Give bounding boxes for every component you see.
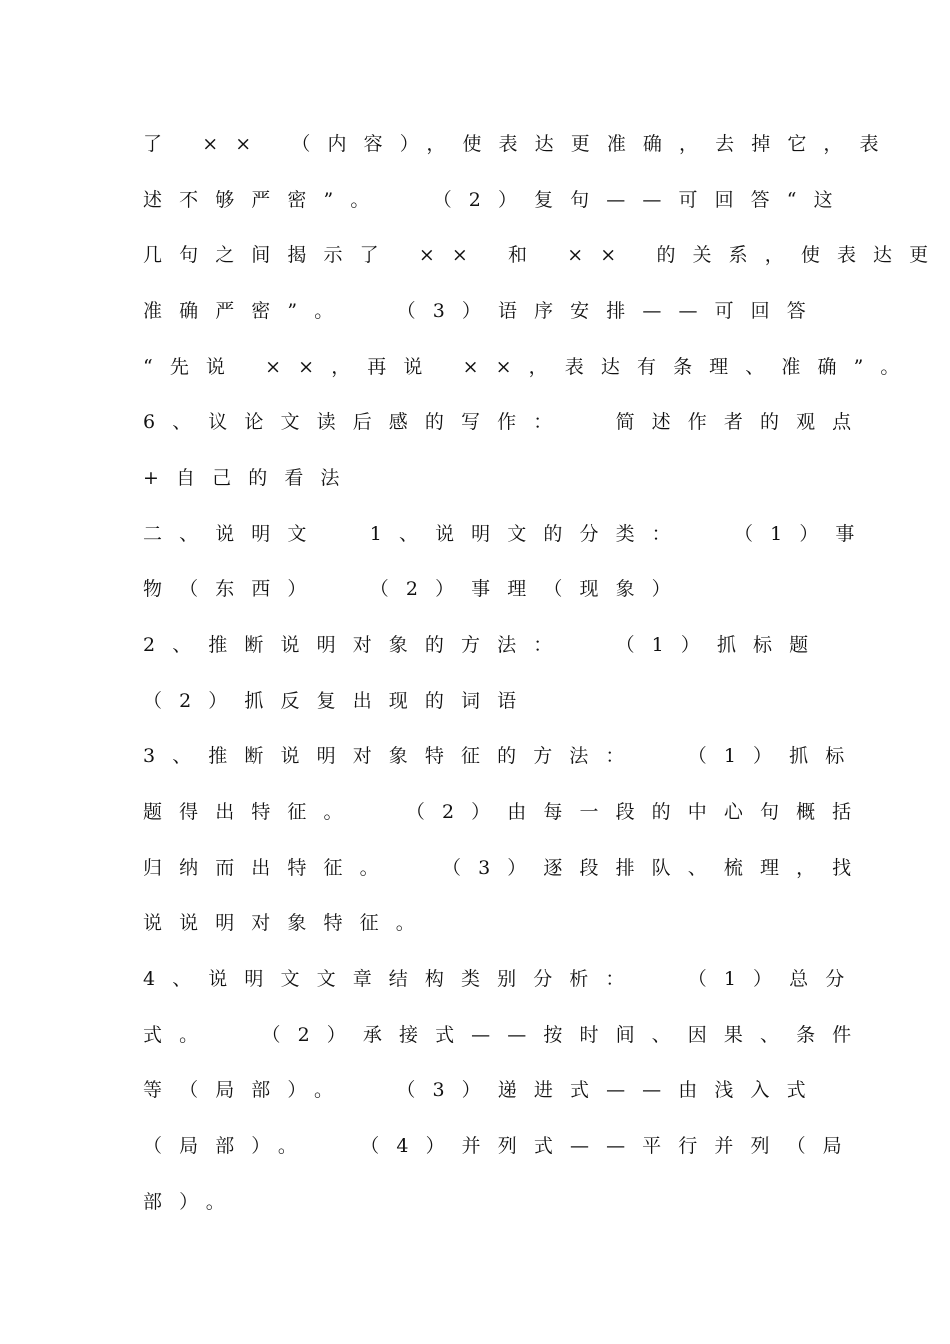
text-line-17: 式。 （2）承接式——按时间、因果、条件 bbox=[143, 1024, 869, 1046]
text-line-4: 准确严密”。 （3）语序安排——可回答 bbox=[143, 300, 823, 322]
text-line-7: +自己的看法 bbox=[143, 467, 357, 489]
text-line-6: 6、议论文读后感的写作： 简述作者的观点 bbox=[143, 411, 869, 433]
text-line-2: 述不够严密”。 （2）复句——可回答“这 bbox=[143, 189, 850, 211]
text-line-3: 几句之间揭示了 ×× 和 ×× 的关系，使表达更 bbox=[143, 244, 946, 266]
text-line-8: 二、说明文 1、说明文的分类： （1）事 bbox=[143, 523, 872, 545]
text-line-10: 2、推断说明对象的方法： （1）抓标题 bbox=[143, 634, 826, 656]
text-line-19: （局部）。 （4）并列式——平行并列（局 bbox=[143, 1135, 859, 1157]
text-line-16: 4、说明文文章结构类别分析： （1）总分 bbox=[143, 968, 862, 990]
text-line-1: 了 ×× （内容），使表达更准确，去掉它，表 bbox=[143, 133, 896, 155]
text-line-5: “先说 ××，再说 ××，表达有条理、准确”。 bbox=[143, 356, 917, 378]
text-line-15: 说说明对象特征。 bbox=[143, 912, 432, 934]
text-line-12: 3、推断说明对象特征的方法： （1）抓标 bbox=[143, 745, 862, 767]
text-line-13: 题得出特征。 （2）由每一段的中心句概括 bbox=[143, 801, 869, 823]
text-line-20: 部）。 bbox=[143, 1191, 242, 1213]
text-line-11: （2）抓反复出现的词语 bbox=[143, 690, 534, 712]
text-line-14: 归纳而出特征。 （3）逐段排队、梳理，找 bbox=[143, 857, 869, 879]
text-line-18: 等（局部）。 （3）递进式——由浅入式 bbox=[143, 1079, 823, 1101]
text-line-9: 物（东西） （2）事理（现象） bbox=[143, 578, 688, 600]
